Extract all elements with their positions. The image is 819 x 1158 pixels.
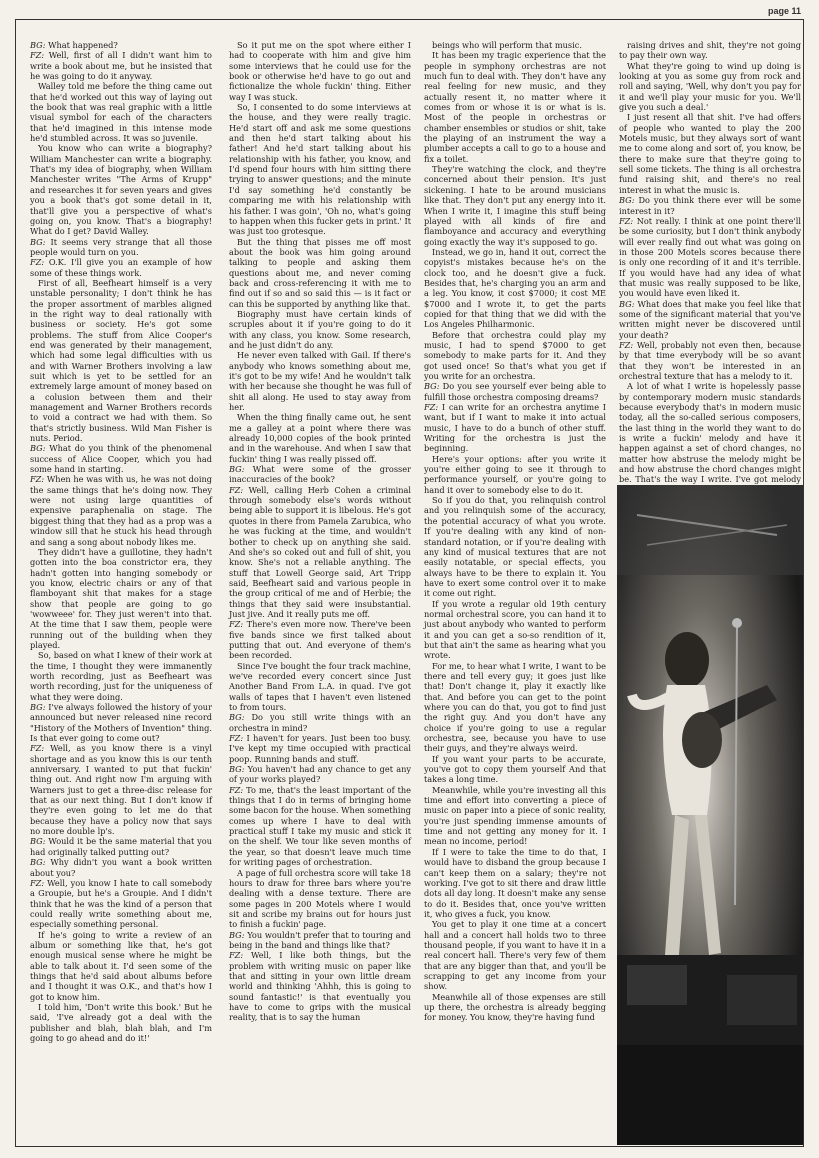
article-paragraph — [424, 992, 606, 1023]
article-paragraph — [30, 878, 212, 930]
page-number: page 11 — [767, 6, 801, 16]
paragraph-text: Meanwhile all of those expenses are still up there, the orchestra is already begging for money. You know, they're having fund — [424, 991, 606, 1023]
article-column-3 — [424, 40, 606, 1140]
article-paragraph — [424, 164, 606, 247]
paragraph-text: What were some of the grosser inaccuracies of the book? — [229, 464, 412, 485]
article-paragraph — [30, 143, 212, 236]
speaker-label: BG: — [30, 836, 46, 847]
paragraph-text: What they're going to wind up doing is looking at you as some guy from rock and roll and saying, 'Well, why don't you pay for it and we'll play your music for you. We'll give you such a deal.' — [619, 60, 801, 113]
paragraph-text: It has been my tragic experience that the people in symphony orchestras are not much fun to deal with. They don't have any real feeling for new music, and they actually resent it, no matter where it comes from or whose it is or what is is. Most of the people in orchestras or chamber ensembles or studios or shit, take the playing of an instrument the way a plumber accepts a call to go to a house and fix a toilet. — [424, 50, 606, 164]
speaker-label: BG: — [30, 236, 46, 247]
paragraph-text: There's even more now. There've been five bands since we first talked about putting that out. And everyone of them's been recorded. — [229, 619, 412, 661]
article-paragraph — [30, 474, 212, 546]
article-paragraph — [424, 785, 606, 847]
article-paragraph — [229, 102, 411, 236]
article-paragraph — [229, 309, 411, 350]
paragraph-text: A page of full orchestra score will take 18 hours to draw for three bars where you're dealing with a dense texture. There are some pages in 200 Motels where I would sit and scribe my brains out for hours just to finish a fuckin' page. — [229, 867, 412, 930]
article-paragraph — [619, 195, 801, 216]
performer-with-guitar-photo-icon — [617, 485, 803, 1145]
article-paragraph — [619, 61, 801, 113]
article-paragraph — [30, 278, 212, 444]
paragraph-text: To me, that's the least important of the things that I do in terms of bringing home some bacon for the house. When something comes up where I have to deal with practical stuff I take my music and stick it on the shelf. We tour like seven months of the year, so that doesn't leave much time for writing pages of orchestration. — [229, 784, 412, 868]
speaker-label: FZ: — [30, 257, 45, 268]
paragraph-text: But the thing that pisses me off most about the book was him going around talking to people and asking them questions about me, and never coming back and cross-referencing it with me to find out if so and so said this — is it fact or can this be supported by anything like that. — [229, 236, 411, 309]
paragraph-text: If you wrote a regular old 19th century normal orchestral score, you can hand it to just about anybody who wanted to perform it and you can get a so-so rendition of it, but that ain't the same as hearing what you wrote. — [424, 598, 606, 661]
paragraph-text: When the thing finally came out, he sent me a galley at a point where there was already 10,000 copies of the book printed and in the warehouse. And when I saw that fuckin' thing I was really pissed off. — [229, 412, 411, 464]
article-paragraph — [424, 495, 606, 598]
speaker-label: BG: — [30, 857, 46, 868]
paragraph-text: Well, calling Herb Cohen a criminal through somebody else's words without being able to support it is libelous. He's got quotes in there from Pamela Zarubica, who he was fucking at the time, and wouldn't bother to check up on anything she said. And she's so coked out and full of shit, you know. She's not a reliable anything. The stuff that Lowell George said, Art Tripp said, Beefheart said and various people in the group critical of me and of Herbie; the things that they said were insubstantial. Just jive. And it really puts me off. — [229, 484, 411, 619]
speaker-label: FZ: — [30, 474, 45, 485]
article-paragraph — [30, 547, 212, 650]
article-paragraph — [30, 857, 212, 878]
speaker-label: BG: — [229, 929, 245, 940]
paragraph-text: They didn't have a guillotine, they hadn't gotten into the boa constrictor era, they hadn't gotten into hanging somebody or you know, electric chairs or any of that flamboyant shit that makes for a stage show that people are going to go 'wowweee' for. They just weren't into that. At the time that I saw them, people were running out of the building when they played. — [30, 546, 212, 650]
paragraph-text: Well, first of all I didn't want him to write a book about me, but he insisted that he was going to do it anyway. — [30, 50, 212, 82]
article-paragraph — [229, 661, 411, 713]
speaker-label: BG: — [229, 712, 245, 723]
paragraph-text: Here's your options: after you write it you're either going to see it through to performance yourself, or you're going to hand it over to somebody else to do it. — [424, 453, 606, 495]
speaker-label: FZ: — [424, 402, 439, 413]
article-paragraph — [424, 402, 606, 454]
speaker-label: BG: — [30, 443, 46, 454]
article-paragraph — [229, 868, 411, 930]
speaker-label: BG: — [424, 381, 440, 392]
speaker-label: FZ: — [619, 215, 634, 226]
article-column-4 — [619, 40, 801, 485]
article-paragraph — [30, 81, 212, 143]
paragraph-text: I've always followed the history of your announced but never released nine record "History of the Mothers of Invention" thing. Is that ever going to come out? — [30, 702, 212, 744]
paragraph-text: You get to play it one time at a concert hall and a concert hall holds two to three thousand people, if you want to have it in a real concert hall. There's very few of them that are any bigger than that, and you'll be scrapping to get any income from your show. — [424, 919, 606, 992]
paragraph-text: They're watching the clock, and they're concerned about their pension. It's just sickening. I hate to be around musicians like that. They don't put any energy into it. When I write it, I imagine this stuff being played with all kinds of fire and flamboyance and accuracy and everything going exactly the way it's supposed to go. — [424, 164, 606, 247]
paragraph-text: A lot of what I write is hopelessly passe by contemporary modern music standards because everybody that's in modern music today, all the so-called serious composers, the last thing in the world they want to do is write a fuckin' melody and have it happen against a set of chord changes, no matter how abstruse the melody might be and how abstruse the chord changes might be. That's the way I write. I've got melody — [619, 381, 801, 485]
paragraph-text: What happened? — [48, 40, 118, 50]
article-paragraph — [229, 764, 411, 785]
speaker-label: FZ: — [229, 950, 244, 961]
paragraph-text: Do you still write things with an orchestra in mind? — [229, 712, 412, 733]
article-paragraph — [424, 50, 606, 164]
speaker-label: BG: — [30, 40, 46, 50]
article-paragraph — [229, 785, 411, 868]
paragraph-text: Why didn't you want a book written about you? — [30, 857, 212, 878]
speaker-label: FZ: — [30, 50, 45, 61]
article-paragraph — [30, 40, 212, 50]
article-paragraph — [229, 350, 411, 412]
speaker-label: FZ: — [30, 877, 45, 888]
paragraph-text: First of all, Beefheart himself is a very unstable personality; I don't think he has the proper assortment of marbles aligned in the right way to deal rationally with business or society. He's got some problems. The stuff from Alice Cooper's end was generated by their management, which had some legal difficulties with us and with Warner Brothers involving a law suit which is yet to be settled for an extremely large amount of money based on a colusion between them and their management and Warner Brothers records to void a contract we had with them. So that's strictly business. Wild Man Fisher is nuts. Period. — [30, 277, 212, 444]
article-paragraph — [424, 454, 606, 495]
speaker-label: FZ: — [229, 484, 244, 495]
article-paragraph — [30, 443, 212, 474]
paragraph-text: I told him, 'Don't write this book.' But he said, 'I've already got a deal with the publisher and blah, blah blah, and I'm going to go ahead and do it!' — [30, 1001, 212, 1043]
paragraph-text: Well, you know I hate to call somebody a Groupie, but he's a Groupie. And I didn't think that he was the kind of a person that could really write something about me, especially something personal. — [30, 877, 212, 930]
speaker-label: FZ: — [229, 784, 244, 795]
speaker-label: FZ: — [229, 619, 244, 630]
paragraph-text: So it put me on the spot where either I had to cooperate with him and give him some interviews that he could use for the book or otherwise he'd have to go out and fictionalize the whole fuckin' thing. Either way I was stuck. — [229, 40, 411, 102]
paragraph-text: Do you think there ever will be some interest in it? — [619, 195, 801, 216]
article-paragraph — [30, 50, 212, 81]
article-paragraph — [229, 930, 411, 951]
article-paragraph — [229, 712, 411, 733]
performer-photo — [617, 485, 803, 1145]
paragraph-text: Would it be the same material that you had originally talked putting out? — [30, 836, 212, 857]
speaker-label: FZ: — [229, 733, 244, 744]
article-paragraph — [229, 237, 411, 309]
article-paragraph — [424, 661, 606, 754]
article-paragraph — [619, 340, 801, 381]
paragraph-text: Do you see yourself ever being able to fulfill those orchestra composing dreams? — [424, 381, 606, 402]
speaker-label: FZ: — [30, 743, 45, 754]
article-column-1 — [30, 40, 212, 1140]
article-column-2 — [229, 40, 411, 1140]
paragraph-text: If you want your parts to be accurate, you've got to copy them yourself And that takes a long time. — [424, 753, 606, 785]
paragraph-text: Well, probably not even then, because by that time everybody will be so avant that they won't be interested in an orchestral texture that has a melody to it. — [619, 339, 801, 381]
speaker-label: BG: — [619, 298, 635, 309]
paragraph-text: You wouldn't prefer that to touring and being in the band and things like that? — [229, 929, 411, 950]
article-paragraph — [619, 381, 801, 495]
paragraph-text: So if you do that, you relinquish control and you relinquish some of the accuracy, the potential accuracy of what you wrote. If you're dealing with any kind of non-standard notation, or if you're dealing with any kind of musical textures that are not easily notatable, or special effects, you always have to be there to explain it. You have to exert some control over it to make it come out right. — [424, 495, 606, 599]
article-paragraph — [424, 599, 606, 661]
article-paragraph — [30, 702, 212, 743]
article-paragraph — [229, 950, 411, 1022]
article-paragraph — [229, 40, 411, 102]
article-paragraph — [424, 247, 606, 330]
article-paragraph — [424, 919, 606, 991]
paragraph-text: You know who can write a biography? William Manchester can write a biography. That's my idea of biography, when William Manchester writes "The Arms of Krupp" and researches it for seven years and gives you a book that's got some detail in it, that'll give you a perspective of what's going on, you know. That's a biography! What do I get? David Walley. — [30, 143, 212, 237]
paragraph-text: raising drives and shit, they're not going to pay their own way. — [619, 40, 801, 61]
article-paragraph — [30, 650, 212, 702]
article-paragraph — [424, 381, 606, 402]
speaker-label: BG: — [229, 464, 245, 475]
paragraph-text: Before that orchestra could play my music, I had to spend $7000 to get somebody to make parts for it. And they got used once! So that's what you get if you write for an orchestra. — [424, 329, 606, 381]
speaker-label: BG: — [30, 702, 46, 712]
paragraph-text: What does that make you feel like that some of the significant material that you've written might never be discovered until your death? — [619, 298, 801, 340]
article-paragraph — [30, 1002, 212, 1043]
paragraph-text: beings who will perform that music. — [432, 40, 582, 50]
article-paragraph — [424, 754, 606, 785]
article-paragraph — [619, 216, 801, 299]
article-paragraph — [424, 847, 606, 919]
paragraph-text: He never even talked with Gail. If there's anybody who knows something about me, it's got to be my wife! And he wouldn't talk with her because she thought he was full of shit all along. He used to stay away from her. — [229, 350, 411, 413]
paragraph-text: Instead, we go in, hand it out, correct the copyist's mistakes because he's on the clock too, and he doesn't give a fuck. Besides that, he's charging you an arm and a leg. You know, it cost $7000; it cost ME $7000 and I wrote it, to get the parts copied for that thing that we did with the Los Angeles Philharmonic. — [424, 246, 606, 330]
article-paragraph — [229, 733, 411, 764]
paragraph-text: Well, as you know there is a vinyl shortage and as you know this is our tenth anniversary. I wanted to put that fuckin' thing out. And right now I'm arguing with Warners just to get a three-disc release for that as our next thing. But I don't know if they're even going to let me do that because they have a policy now that says no more double lp's. — [30, 743, 212, 837]
speaker-label: BG: — [619, 195, 635, 206]
article-paragraph — [424, 330, 606, 382]
paragraph-text: Biography must have certain kinds of scruples about it if you're going to do it with any class, you know. Some research, and he just didn't do any. — [229, 308, 411, 350]
speaker-label: BG: — [229, 764, 245, 775]
article-paragraph — [619, 299, 801, 340]
article-paragraph — [229, 485, 411, 619]
paragraph-text: Walley told me before the thing came out that he'd worked out this way of laying out the book that was real graphic with a little visual symbol for each of the characters that he'd imagined in this intense mode he'd stumbled across. It was so juvenile. — [30, 81, 212, 144]
article-paragraph — [30, 257, 212, 278]
paragraph-text: You haven't had any chance to get any of your works played? — [229, 764, 411, 785]
paragraph-text: Not really. I think at one point there'll be some curiosity, but I don't think anybody will ever really find out what was going on in those 200 Motels scores because there is only one recording of it and it's terrible. If you would have had any idea of what that music was really supposed to be like, you would have even liked it. — [619, 215, 801, 299]
paragraph-text: For me, to hear what I write, I want to be there and tell every guy; it goes just like that! Don't change it, play it exactly like that. And before you can get to the point where you can do that, you got to find just the right guy. And you don't have any choice if you're going to use a regular orchestra, see, because you have to use their guys, and they're always weird. — [424, 660, 606, 754]
article-paragraph — [30, 930, 212, 1002]
article-paragraph — [30, 237, 212, 258]
article-paragraph — [619, 40, 801, 61]
article-paragraph — [30, 836, 212, 857]
paragraph-text: What do you think of the phenomenal success of Alice Cooper, which you had some hand in starting. — [30, 443, 213, 475]
paragraph-text: Since I've bought the four track machine, we've recorded every concert since Just Another Band From L.A. in quad. I've got walls of tapes that I haven't even listened to from tours. — [229, 660, 411, 712]
article-paragraph — [424, 40, 606, 50]
paragraph-text: So, I consented to do some interviews at the house, and they were really tragic. He'd start off and ask me some questions and then he'd start talking about his father! And he'd start talking about his relationship with his father, you know, and I'd spend four hours with him sitting there trying to answer questions; and the minute I'd say something he'd constantly be comparing me with his relationship with his father. I was goin', 'Oh no, what's going to happen when this fucker gets in print.' It was just too grotesque. — [229, 102, 411, 237]
paragraph-text: Meanwhile, while you're investing all this time and effort into converting a piece of music on paper into a piece of sonic reality, you're just spending immense amounts of time and not getting any money for it. I mean no income, period! — [424, 784, 606, 847]
paragraph-text: It seems very strange that all those people would turn on you. — [30, 236, 212, 257]
article-paragraph — [229, 619, 411, 660]
paragraph-text: If he's going to write a review of an album or something like that, he's got enough musical sense where he might be able to talk about it. I'd seen some of the things that he'd said about albums before and I thought it was O.K., and that's how I got to know him. — [30, 929, 212, 1002]
paragraph-text: When he was with us, he was not doing the same things that he's doing now. They were not using large quantities of expensive paraphenalia on stage. The biggest thing that they had as a prop was a window sill that he stuck his head through and sang a song about nobody likes me. — [30, 474, 212, 547]
paragraph-text: I can write for an orchestra anytime I want, but if I want to make it into actual music, I have to do a bunch of other stuff. Writing for the orchestra is just the beginning. — [424, 402, 606, 454]
article-paragraph — [229, 464, 411, 485]
article-paragraph — [619, 112, 801, 195]
paragraph-text: Well, I like both things, but the problem with writing music on paper like that and sitting in your own little dream world and thinking 'Ahhh, this is going to sound fantastic!' is that eventually you have to come to grips with the musical reality, that is to say the human — [229, 950, 411, 1023]
paragraph-text: If I were to take the time to do that, I would have to disband the group because I can't keep them on a salary; they're not working. I've got to sit there and draw little dots all day long. It doesn't make any sense to do it. Besides that, once you've written it, who gives a fuck, you know. — [424, 846, 607, 919]
paragraph-text: I haven't for years. Just been too busy. I've kept my time occupied with practical poop. Running bands and stuff. — [229, 733, 411, 764]
paragraph-text: I just resent all that shit. I've had offers of people who wanted to play the 200 Motels music, but they always sort of want me to come along and sort of, you know, be there to make sure that they're going to sell some tickets. The thing is all orchestra fund raising shit, and there's no real interest in what the music is. — [619, 112, 801, 195]
paragraph-text: So, based on what I knew of their work at the time, I thought they were immanently worth recording, just as Beefheart was worth recording, just for the uniqueness of what they were doing. — [30, 650, 212, 702]
paragraph-text: O.K. I'll give you an example of how some of these things work. — [30, 257, 212, 278]
article-paragraph — [30, 743, 212, 836]
article-paragraph — [229, 412, 411, 464]
speaker-label: FZ: — [619, 339, 634, 350]
